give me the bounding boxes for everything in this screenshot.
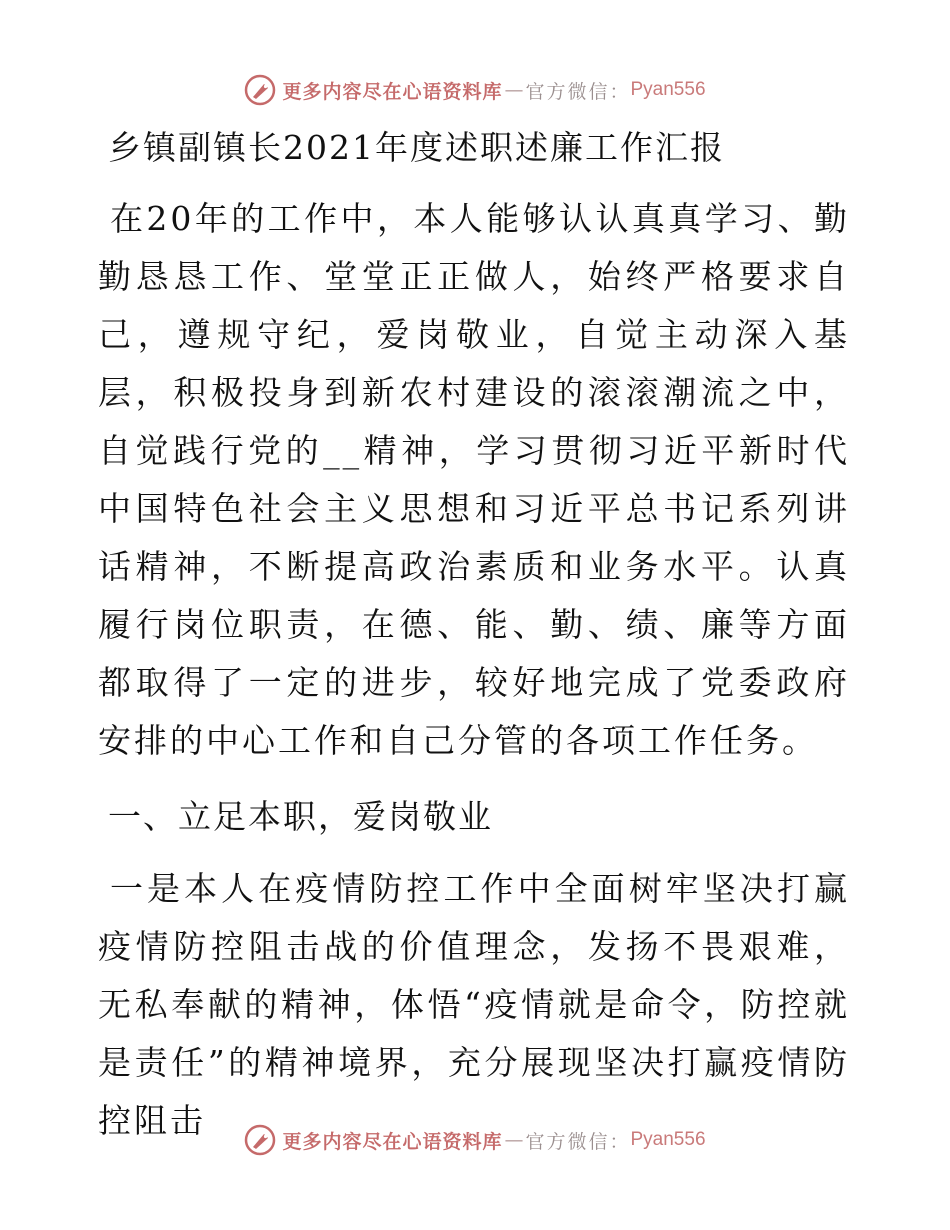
- document-title: 乡镇副镇长2021年度述职述廉工作汇报: [108, 128, 725, 167]
- watermark-header: [0, 70, 950, 110]
- watermark-site-text: 更多内容尽在心语资料库: [282, 80, 503, 103]
- section-heading-1: 一、立足本职，爱岗敬业: [108, 797, 493, 836]
- watermark-separator: —: [504, 1129, 524, 1151]
- paragraph-section-1: 一是本人在疫情防控工作中全面树牢坚决打赢疫情防控阻击战的价值理念，发扬不畏艰难，无私奉献的精神，体悟“疫情就是命令，防控就是责任”的精神境界，充分展现坚决打赢疫情防控阻击: [98, 869, 850, 1140]
- watermark-wechat-id: Pyan556: [630, 1129, 706, 1150]
- watermark-official-label: 官方微信：: [525, 1130, 631, 1153]
- watermark-footer: [0, 1120, 950, 1160]
- watermark-wechat-id: Pyan556: [630, 79, 706, 100]
- watermark-separator: —: [504, 79, 524, 101]
- paragraph-intro: 在20年的工作中，本人能够认认真真学习、勤勤恳恳工作、堂堂正正做人，始终严格要求自己，遵规守纪，爱岗敬业，自觉主动深入基层，积极投身到新农村建设的滚滚潮流之中，自觉践行党的__精神，学习贯彻习近平新时代中国特色社会主义思想和习近平总书记系列讲话精神，不断提高政治素质和业务水平。认真履行岗位职责，在德、能、勤、绩、廉等方面都取得了一定的进步，较好地完成了党委政府安排的中心工作和自己分管的各项工作任务。: [98, 199, 850, 760]
- watermark-official-label: 官方微信：: [525, 80, 631, 103]
- pen-nib-logo-icon: [244, 1124, 276, 1156]
- watermark-site-text: 更多内容尽在心语资料库: [282, 1130, 503, 1153]
- pen-nib-logo-icon: [244, 74, 276, 106]
- document-body: [98, 120, 850, 1150]
